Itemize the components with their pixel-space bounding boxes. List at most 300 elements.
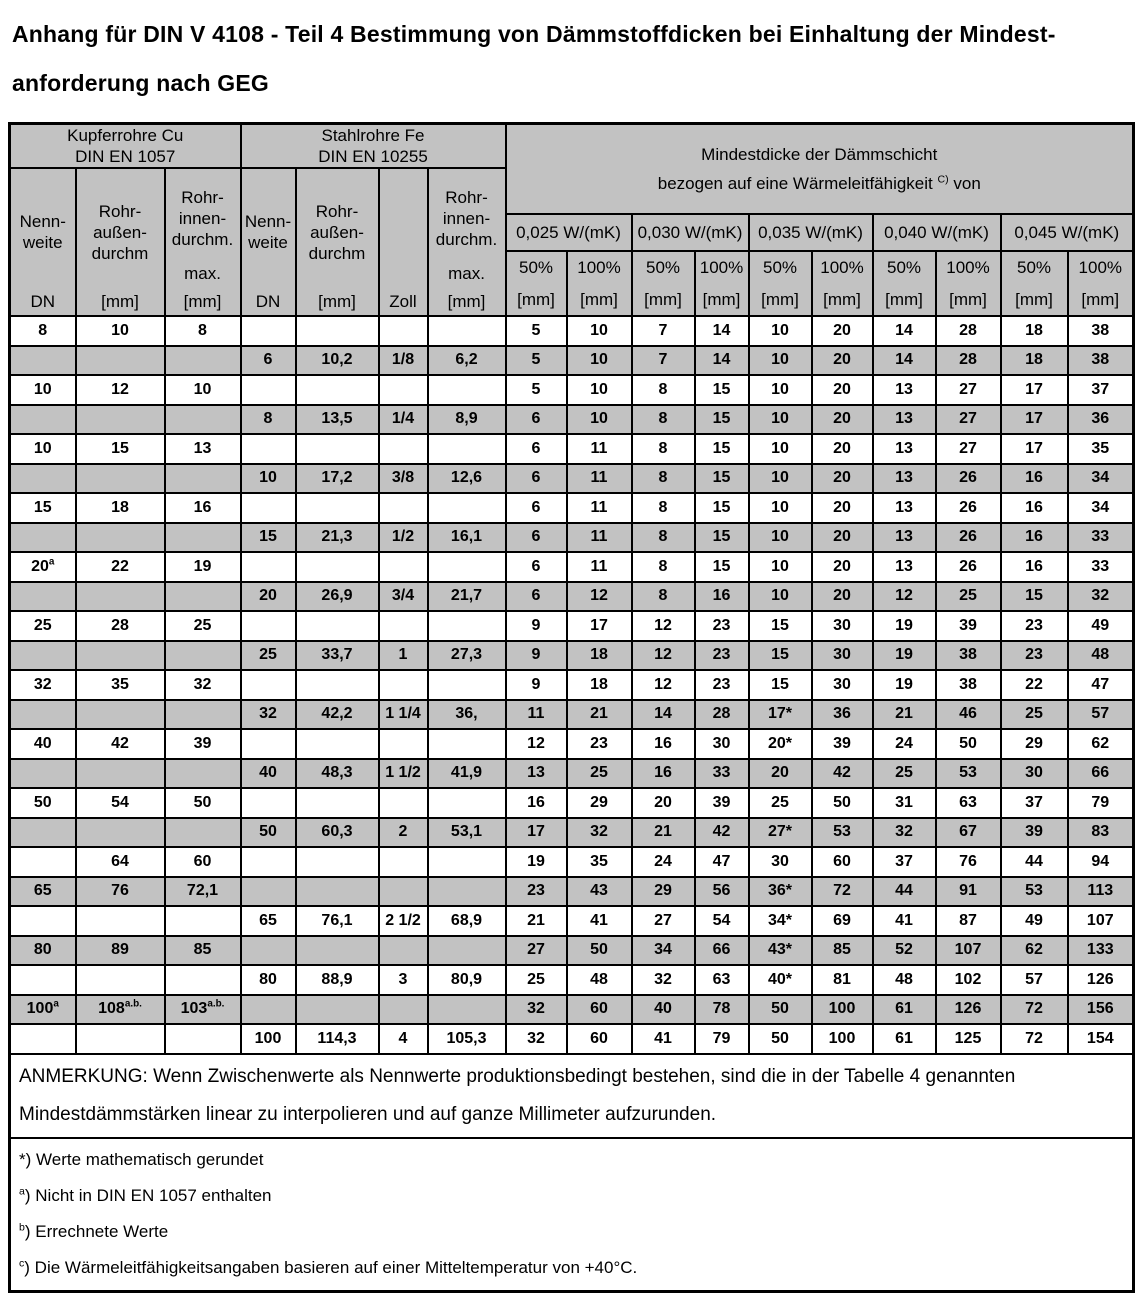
insulation-value-cell: 60 bbox=[567, 995, 632, 1025]
insulation-value-cell: 60 bbox=[812, 847, 873, 877]
insulation-value-cell: 17 bbox=[1001, 375, 1068, 405]
insulation-value-cell: 10 bbox=[749, 316, 812, 346]
insulation-value-cell: 37 bbox=[873, 847, 936, 877]
cu-dn-cell: 40 bbox=[10, 729, 76, 759]
insulation-value-cell: 9 bbox=[506, 611, 567, 641]
lambda-header-0035: 0,035 W/(mK) bbox=[749, 214, 873, 251]
insulation-value-cell: 20* bbox=[749, 729, 812, 759]
insulation-value-cell: 12 bbox=[632, 670, 695, 700]
insulation-value-cell: 7 bbox=[632, 346, 695, 376]
insulation-value-cell: 37 bbox=[1068, 375, 1134, 405]
insulation-value-cell: 125 bbox=[936, 1024, 1001, 1054]
insulation-value-cell: 23 bbox=[1001, 611, 1068, 641]
insulation-value-cell: 16 bbox=[1001, 493, 1068, 523]
fe-zoll-cell: 1 1/4 bbox=[379, 700, 428, 730]
cu-od-cell bbox=[76, 906, 165, 936]
insulation-value-cell: 15 bbox=[749, 670, 812, 700]
fe-zoll-cell bbox=[379, 493, 428, 523]
insulation-value-cell: 20 bbox=[812, 375, 873, 405]
insulation-value-cell: 25 bbox=[567, 759, 632, 789]
insulation-value-cell: 32 bbox=[506, 995, 567, 1025]
insulation-value-cell: 8 bbox=[632, 405, 695, 435]
fe-dn-cell bbox=[241, 995, 296, 1025]
insulation-value-cell: 16 bbox=[1001, 552, 1068, 582]
insulation-value-cell: 43* bbox=[749, 936, 812, 966]
insulation-value-cell: 50 bbox=[936, 729, 1001, 759]
cu-od-cell bbox=[76, 1024, 165, 1054]
insulation-value-cell: 10 bbox=[567, 375, 632, 405]
insulation-value-cell: 26 bbox=[936, 493, 1001, 523]
insulation-value-cell: 47 bbox=[695, 847, 749, 877]
table-row bbox=[10, 523, 1134, 553]
cu-dn-cell: 100$^a$ bbox=[10, 995, 76, 1025]
insulation-value-cell: 35 bbox=[567, 847, 632, 877]
steel-group-line1: Stahlrohre Fe bbox=[321, 126, 425, 145]
cu-od-cell: 18 bbox=[76, 493, 165, 523]
insulation-value-cell: 13 bbox=[873, 464, 936, 494]
insulation-value-cell: 39 bbox=[936, 611, 1001, 641]
insulation-value-cell: 20 bbox=[812, 434, 873, 464]
fe-id-cell: 21,7 bbox=[428, 582, 506, 612]
cu-od-cell bbox=[76, 700, 165, 730]
steel-group-header bbox=[241, 124, 506, 169]
copper-group-header bbox=[10, 124, 241, 169]
fe-od-cell bbox=[296, 552, 379, 582]
insulation-value-cell: 156 bbox=[1068, 995, 1134, 1025]
insulation-value-cell: 62 bbox=[1001, 936, 1068, 966]
fe-id-cell bbox=[428, 316, 506, 346]
table-row bbox=[10, 670, 1134, 700]
insulation-value-cell: 133 bbox=[1068, 936, 1134, 966]
insulation-value-cell: 11 bbox=[567, 434, 632, 464]
title-line-1: Anhang für DIN V 4108 - Teil 4 Bestimmung von Dämmstoffdicken bei Einhaltung der Mindest- bbox=[12, 21, 1056, 47]
insulation-value-cell: 28 bbox=[936, 346, 1001, 376]
fe-id-cell: 8,9 bbox=[428, 405, 506, 435]
cu-od-cell: 89 bbox=[76, 936, 165, 966]
insulation-value-cell: 36 bbox=[812, 700, 873, 730]
fe-id-cell: 105,3 bbox=[428, 1024, 506, 1054]
insulation-value-cell: 38 bbox=[936, 641, 1001, 671]
cu-id-cell bbox=[165, 906, 241, 936]
insulation-value-cell: 113 bbox=[1068, 877, 1134, 907]
cu-dn-cell: 65 bbox=[10, 877, 76, 907]
cu-od-cell bbox=[76, 641, 165, 671]
cu-id-cell: 72,1 bbox=[165, 877, 241, 907]
insulation-value-cell: 13 bbox=[873, 405, 936, 435]
cu-od-cell bbox=[76, 759, 165, 789]
subcol-header-50: 50% [mm] bbox=[1001, 251, 1068, 316]
insulation-value-cell: 10 bbox=[749, 582, 812, 612]
insulation-value-cell: 85 bbox=[812, 936, 873, 966]
insulation-value-cell: 69 bbox=[812, 906, 873, 936]
insulation-value-cell: 94 bbox=[1068, 847, 1134, 877]
cu-od-cell bbox=[76, 346, 165, 376]
fe-zoll-cell: 1/2 bbox=[379, 523, 428, 553]
fe-zoll-cell bbox=[379, 995, 428, 1025]
cu-od-cell: 15 bbox=[76, 434, 165, 464]
anmerkung-cell bbox=[10, 1054, 1134, 1138]
cu-id-cell: 10 bbox=[165, 375, 241, 405]
insulation-value-cell: 11 bbox=[506, 700, 567, 730]
cu-od-cell: 42 bbox=[76, 729, 165, 759]
insulation-value-cell: 10 bbox=[749, 464, 812, 494]
insulation-value-cell: 63 bbox=[936, 788, 1001, 818]
lambda-header-0025: 0,025 W/(mK) bbox=[506, 214, 632, 251]
insulation-value-cell: 23 bbox=[695, 611, 749, 641]
cu-id-cell bbox=[165, 464, 241, 494]
cu-id-cell: 32 bbox=[165, 670, 241, 700]
cu-id-cell: 50 bbox=[165, 788, 241, 818]
fe-zoll-cell: 4 bbox=[379, 1024, 428, 1054]
fe-zoll-cell bbox=[379, 729, 428, 759]
fe-zoll-cell bbox=[379, 434, 428, 464]
fe-od-cell: 76,1 bbox=[296, 906, 379, 936]
fe-od-cell bbox=[296, 995, 379, 1025]
cu-id-cell bbox=[165, 641, 241, 671]
col-header-fe-zoll: Zoll bbox=[379, 168, 428, 316]
insulation-value-cell: 63 bbox=[695, 965, 749, 995]
insulation-value-cell: 20 bbox=[812, 523, 873, 553]
insulation-value-cell: 8 bbox=[632, 464, 695, 494]
subcol-header-100: 100% [mm] bbox=[812, 251, 873, 316]
fe-zoll-cell bbox=[379, 611, 428, 641]
insulation-value-cell: 53 bbox=[1001, 877, 1068, 907]
cu-od-cell: 64 bbox=[76, 847, 165, 877]
insulation-value-cell: 10 bbox=[749, 493, 812, 523]
insulation-value-cell: 14 bbox=[632, 700, 695, 730]
cu-dn-cell: 10 bbox=[10, 434, 76, 464]
insulation-value-cell: 16 bbox=[632, 729, 695, 759]
insulation-value-cell: 37 bbox=[1001, 788, 1068, 818]
cu-dn-cell bbox=[10, 759, 76, 789]
insulation-value-cell: 46 bbox=[936, 700, 1001, 730]
fe-od-cell: 114,3 bbox=[296, 1024, 379, 1054]
insulation-value-cell: 18 bbox=[567, 670, 632, 700]
table-row bbox=[10, 847, 1134, 877]
insulation-value-cell: 32 bbox=[873, 818, 936, 848]
insulation-value-cell: 9 bbox=[506, 670, 567, 700]
insulation-value-cell: 30 bbox=[1001, 759, 1068, 789]
col-header-fe-nennweite: Nenn- weite DN bbox=[241, 168, 296, 316]
insulation-value-cell: 61 bbox=[873, 995, 936, 1025]
cu-dn-cell bbox=[10, 523, 76, 553]
insulation-value-cell: 6 bbox=[506, 464, 567, 494]
insulation-value-cell: 15 bbox=[695, 493, 749, 523]
insulation-value-cell: 42 bbox=[695, 818, 749, 848]
fe-dn-cell: 65 bbox=[241, 906, 296, 936]
insulation-value-cell: 11 bbox=[567, 464, 632, 494]
insulation-value-cell: 34 bbox=[1068, 464, 1134, 494]
insulation-value-cell: 10 bbox=[749, 375, 812, 405]
table-row bbox=[10, 936, 1134, 966]
insulation-value-cell: 48 bbox=[1068, 641, 1134, 671]
cu-dn-cell bbox=[10, 582, 76, 612]
fe-od-cell bbox=[296, 375, 379, 405]
insulation-value-cell: 34 bbox=[1068, 493, 1134, 523]
insulation-value-cell: 10 bbox=[749, 405, 812, 435]
fe-dn-cell: 25 bbox=[241, 641, 296, 671]
insulation-value-cell: 47 bbox=[1068, 670, 1134, 700]
fe-od-cell: 60,3 bbox=[296, 818, 379, 848]
fe-zoll-cell bbox=[379, 877, 428, 907]
insulation-value-cell: 12 bbox=[632, 641, 695, 671]
fe-od-cell bbox=[296, 877, 379, 907]
fe-dn-cell: 32 bbox=[241, 700, 296, 730]
insulation-value-cell: 32 bbox=[506, 1024, 567, 1054]
fe-od-cell bbox=[296, 316, 379, 346]
cu-id-cell bbox=[165, 759, 241, 789]
fe-od-cell: 26,9 bbox=[296, 582, 379, 612]
insulation-value-cell: 10 bbox=[567, 405, 632, 435]
insulation-value-cell: 17 bbox=[506, 818, 567, 848]
fe-dn-cell bbox=[241, 847, 296, 877]
insulation-value-cell: 15 bbox=[695, 552, 749, 582]
table-row bbox=[10, 405, 1134, 435]
fe-dn-cell bbox=[241, 788, 296, 818]
cu-id-cell bbox=[165, 700, 241, 730]
fe-id-cell: 53,1 bbox=[428, 818, 506, 848]
table-row bbox=[10, 906, 1134, 936]
cu-id-cell: 60 bbox=[165, 847, 241, 877]
insulation-value-cell: 48 bbox=[873, 965, 936, 995]
cu-dn-cell bbox=[10, 906, 76, 936]
cu-dn-cell bbox=[10, 965, 76, 995]
insulation-value-cell: 21 bbox=[567, 700, 632, 730]
fe-id-cell: 12,6 bbox=[428, 464, 506, 494]
cu-od-cell: 10 bbox=[76, 316, 165, 346]
insulation-value-cell: 72 bbox=[1001, 1024, 1068, 1054]
fe-dn-cell: 8 bbox=[241, 405, 296, 435]
col-header-cu-nennweite: Nenn- weite DN bbox=[10, 168, 76, 316]
insulation-value-cell: 20 bbox=[812, 346, 873, 376]
insulation-value-cell: 30 bbox=[695, 729, 749, 759]
fe-zoll-cell: 1/8 bbox=[379, 346, 428, 376]
table-row bbox=[10, 582, 1134, 612]
fe-id-cell: 41,9 bbox=[428, 759, 506, 789]
insulation-value-cell: 14 bbox=[695, 346, 749, 376]
insulation-value-cell: 42 bbox=[812, 759, 873, 789]
cu-dn-cell bbox=[10, 346, 76, 376]
insulation-value-cell: 78 bbox=[695, 995, 749, 1025]
fe-id-cell: 27,3 bbox=[428, 641, 506, 671]
cu-od-cell: 22 bbox=[76, 552, 165, 582]
insulation-value-cell: 19 bbox=[873, 641, 936, 671]
insulation-value-cell: 16 bbox=[695, 582, 749, 612]
fe-zoll-cell bbox=[379, 847, 428, 877]
insulation-value-cell: 30 bbox=[812, 641, 873, 671]
footnote-b: $^b$) Errechnete Werte bbox=[19, 1221, 169, 1241]
insulation-value-cell: 30 bbox=[812, 670, 873, 700]
insulation-value-cell: 83 bbox=[1068, 818, 1134, 848]
insulation-value-cell: 62 bbox=[1068, 729, 1134, 759]
insulation-value-cell: 6 bbox=[506, 523, 567, 553]
insulation-value-cell: 20 bbox=[812, 405, 873, 435]
fe-zoll-cell: 1/4 bbox=[379, 405, 428, 435]
insulation-group-header bbox=[506, 124, 1134, 215]
fe-od-cell bbox=[296, 847, 379, 877]
insulation-value-cell: 39 bbox=[812, 729, 873, 759]
insulation-value-cell: 53 bbox=[812, 818, 873, 848]
fe-id-cell bbox=[428, 375, 506, 405]
table-row bbox=[10, 1024, 1134, 1054]
insulation-value-cell: 49 bbox=[1068, 611, 1134, 641]
table-row bbox=[10, 493, 1134, 523]
fe-id-cell bbox=[428, 788, 506, 818]
subcol-header-100: 100% [mm] bbox=[1068, 251, 1134, 316]
insulation-value-cell: 14 bbox=[873, 316, 936, 346]
insulation-value-cell: 154 bbox=[1068, 1024, 1134, 1054]
insulation-value-cell: 26 bbox=[936, 464, 1001, 494]
insulation-value-cell: 14 bbox=[873, 346, 936, 376]
footnote-asterisk: *) Werte mathematisch gerundet bbox=[19, 1150, 264, 1169]
insulation-value-cell: 8 bbox=[632, 582, 695, 612]
cu-id-cell bbox=[165, 582, 241, 612]
insulation-value-cell: 33 bbox=[1068, 552, 1134, 582]
subcol-header-100: 100% [mm] bbox=[695, 251, 749, 316]
insulation-value-cell: 13 bbox=[873, 375, 936, 405]
fe-od-cell bbox=[296, 434, 379, 464]
insulation-value-cell: 13 bbox=[873, 523, 936, 553]
insulation-value-cell: 17 bbox=[567, 611, 632, 641]
subcol-header-50: 50% [mm] bbox=[873, 251, 936, 316]
fe-od-cell bbox=[296, 493, 379, 523]
steel-group-line2: DIN EN 10255 bbox=[318, 147, 428, 166]
insulation-value-cell: 10 bbox=[749, 523, 812, 553]
insulation-value-cell: 23 bbox=[695, 670, 749, 700]
insulation-value-cell: 30 bbox=[812, 611, 873, 641]
insulation-value-cell: 19 bbox=[506, 847, 567, 877]
insulation-value-cell: 18 bbox=[1001, 316, 1068, 346]
fe-dn-cell bbox=[241, 434, 296, 464]
fe-od-cell bbox=[296, 611, 379, 641]
insulation-value-cell: 18 bbox=[567, 641, 632, 671]
insulation-value-cell: 107 bbox=[1068, 906, 1134, 936]
insulation-value-cell: 17 bbox=[1001, 405, 1068, 435]
insulation-value-cell: 23 bbox=[567, 729, 632, 759]
cu-dn-cell: 15 bbox=[10, 493, 76, 523]
insulation-value-cell: 29 bbox=[632, 877, 695, 907]
anmerkung-line1: ANMERKUNG: Wenn Zwischenwerte als Nennwerte produktionsbedingt bestehen, sind die in der Tabelle 4 genannten bbox=[19, 1065, 1016, 1087]
insulation-value-cell: 27 bbox=[506, 936, 567, 966]
insulation-value-cell: 76 bbox=[936, 847, 1001, 877]
insulation-value-cell: 39 bbox=[1001, 818, 1068, 848]
anmerkung-row bbox=[10, 1054, 1134, 1138]
table-row bbox=[10, 995, 1134, 1025]
insulation-value-cell: 28 bbox=[695, 700, 749, 730]
insulation-value-cell: 72 bbox=[1001, 995, 1068, 1025]
cu-od-cell: 54 bbox=[76, 788, 165, 818]
col-header-fe-aussendurchmesser: Rohr- außen- durchm [mm] bbox=[296, 168, 379, 316]
insulation-value-cell: 11 bbox=[567, 493, 632, 523]
insulation-value-cell: 18 bbox=[1001, 346, 1068, 376]
insulation-value-cell: 23 bbox=[506, 877, 567, 907]
insulation-value-cell: 50 bbox=[749, 995, 812, 1025]
insulation-value-cell: 20 bbox=[632, 788, 695, 818]
table-row bbox=[10, 700, 1134, 730]
table-row bbox=[10, 316, 1134, 346]
insulation-value-cell: 81 bbox=[812, 965, 873, 995]
insulation-value-cell: 50 bbox=[749, 1024, 812, 1054]
insulation-value-cell: 79 bbox=[1068, 788, 1134, 818]
insulation-value-cell: 40 bbox=[632, 995, 695, 1025]
insulation-value-cell: 20 bbox=[749, 759, 812, 789]
insulation-value-cell: 54 bbox=[695, 906, 749, 936]
cu-id-cell: 19 bbox=[165, 552, 241, 582]
insulation-thickness-table bbox=[8, 122, 1135, 1293]
insulation-value-cell: 10 bbox=[749, 552, 812, 582]
fe-dn-cell bbox=[241, 670, 296, 700]
insulation-value-cell: 31 bbox=[873, 788, 936, 818]
cu-id-cell bbox=[165, 523, 241, 553]
cu-od-cell: 12 bbox=[76, 375, 165, 405]
table-row bbox=[10, 375, 1134, 405]
insulation-value-cell: 53 bbox=[936, 759, 1001, 789]
insulation-value-cell: 5 bbox=[506, 346, 567, 376]
insulation-value-cell: 9 bbox=[506, 641, 567, 671]
fe-zoll-cell bbox=[379, 375, 428, 405]
fe-zoll-cell: 3 bbox=[379, 965, 428, 995]
fe-id-cell bbox=[428, 877, 506, 907]
insulation-value-cell: 12 bbox=[567, 582, 632, 612]
insulation-value-cell: 23 bbox=[695, 641, 749, 671]
insulation-value-cell: 38 bbox=[1068, 346, 1134, 376]
subcol-header-50: 50% [mm] bbox=[749, 251, 812, 316]
insulation-value-cell: 61 bbox=[873, 1024, 936, 1054]
insulation-value-cell: 13 bbox=[873, 493, 936, 523]
table-row bbox=[10, 434, 1134, 464]
cu-id-cell: $103^{a.b.}$ bbox=[165, 995, 241, 1025]
insulation-value-cell: 15 bbox=[1001, 582, 1068, 612]
fe-id-cell bbox=[428, 552, 506, 582]
insulation-value-cell: 36* bbox=[749, 877, 812, 907]
col-header-fe-innendurchmesser: Rohr- innen- durchm. max. [mm] bbox=[428, 168, 506, 316]
insulation-value-cell: 50 bbox=[812, 788, 873, 818]
subcol-header-50: 50% [mm] bbox=[506, 251, 567, 316]
insulation-value-cell: 44 bbox=[873, 877, 936, 907]
insulation-value-cell: 27 bbox=[632, 906, 695, 936]
fe-id-cell: 6,2 bbox=[428, 346, 506, 376]
insulation-value-cell: 6 bbox=[506, 582, 567, 612]
fe-od-cell: 13,5 bbox=[296, 405, 379, 435]
table-row bbox=[10, 877, 1134, 907]
copper-group-line2: DIN EN 1057 bbox=[75, 147, 176, 166]
insulation-value-cell: 107 bbox=[936, 936, 1001, 966]
insulation-value-cell: 12 bbox=[873, 582, 936, 612]
insulation-value-cell: 13 bbox=[873, 552, 936, 582]
fe-dn-cell bbox=[241, 552, 296, 582]
fe-od-cell: 88,9 bbox=[296, 965, 379, 995]
fe-id-cell bbox=[428, 995, 506, 1025]
insulation-value-cell: 26 bbox=[936, 523, 1001, 553]
footnote-a: $^a$) Nicht in DIN EN 1057 enthalten bbox=[19, 1185, 272, 1205]
insulation-value-cell: 12 bbox=[506, 729, 567, 759]
insulation-value-cell: 15 bbox=[749, 611, 812, 641]
table-row bbox=[10, 729, 1134, 759]
anmerkung-line2: Mindestdämmstärken linear zu interpolieren und auf ganze Millimeter aufzurunden. bbox=[19, 1103, 717, 1125]
insulation-value-cell: 17 bbox=[1001, 434, 1068, 464]
fe-od-cell: 48,3 bbox=[296, 759, 379, 789]
insulation-value-cell: 6 bbox=[506, 434, 567, 464]
insulation-value-cell: 50 bbox=[567, 936, 632, 966]
table-row bbox=[10, 464, 1134, 494]
insulation-value-cell: 15 bbox=[695, 523, 749, 553]
insulation-value-cell: 20 bbox=[812, 493, 873, 523]
fe-zoll-cell: 2 1/2 bbox=[379, 906, 428, 936]
insulation-value-cell: 33 bbox=[695, 759, 749, 789]
insulation-value-cell: 20 bbox=[812, 316, 873, 346]
insulation-value-cell: 25 bbox=[936, 582, 1001, 612]
fe-zoll-cell bbox=[379, 670, 428, 700]
